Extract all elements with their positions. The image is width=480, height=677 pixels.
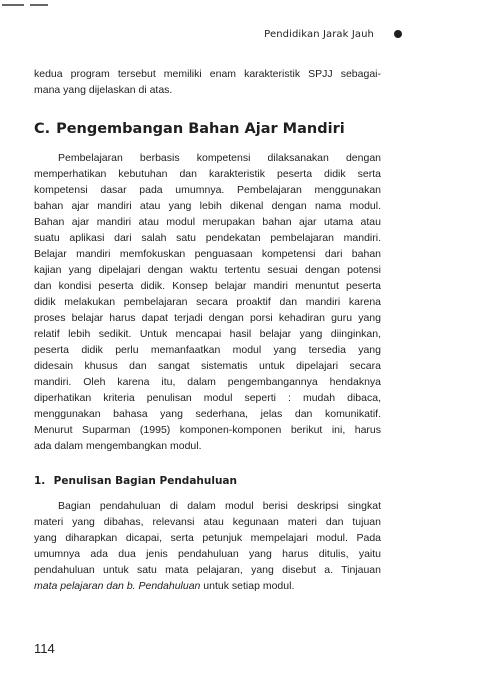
intro-line: kedua program tersebut memiliki enam karakteristik SPJJ sebagai-: [34, 68, 381, 80]
paragraph-line: menggunakan bahasa yang sederhana, jelas dan komunikatif.: [34, 408, 381, 420]
paragraph-line: relatif lebih sedikit. Untuk mencapai hasil belajar yang diinginkan,: [34, 328, 381, 340]
paragraph-line: diperhatikan kriteria penulisan modul seperti : mudah dibaca,: [34, 392, 381, 404]
paragraph-line: Bagian pendahuluan di dalam modul berisi deskripsi singkat: [58, 500, 381, 512]
paragraph-line: pendahuluan untuk satu mata pelajaran, yang disebut a. Tinjauan: [34, 564, 381, 576]
paragraph-line: Menurut Suparman (1995) komponen-komponen berikut ini, harus: [34, 424, 381, 436]
paragraph-line: proses belajar harus dapat terjadi dengan porsi kehadiran guru yang: [34, 312, 381, 324]
section-number: C.: [34, 121, 51, 137]
paragraph-line: didesain khusus dan sangat sistematis untuk dipelajari secara: [34, 360, 381, 372]
paragraph-line: [34, 578, 381, 594]
running-header: Pendidikan Jarak Jauh: [264, 29, 374, 40]
paragraph-line: didik melakukan pembelajaran secara proaktif dan mandiri karena: [34, 296, 381, 308]
paragraph-line: memperhatikan kebutuhan dan karakteristik peserta didik serta: [34, 168, 381, 180]
page-number: 114: [34, 641, 55, 656]
subsection-title: Penulisan Bagian Pendahuluan: [53, 475, 237, 487]
paragraph-line: mandiri. Oleh karena itu, dalam pengembangannya hendaknya: [34, 376, 381, 388]
section-title: Pengembangan Bahan Ajar Mandiri: [56, 121, 345, 137]
section-heading: [34, 120, 381, 138]
bullet-icon: [394, 30, 402, 38]
line-text: untuk setiap modul.: [200, 580, 295, 592]
paragraph-line: Bahan ajar mandiri atau modul merupakan bahan ajar utama atau: [34, 216, 381, 228]
paragraph-line: dan kondisi peserta didik. Konsep belajar mandiri menuntut peserta: [34, 280, 381, 292]
paragraph-line: kompetensi dasar pada umumnya. Pembelajaran menggunakan: [34, 184, 381, 196]
paragraph-line: ada dalam mengembangkan modul.: [34, 440, 202, 452]
italic-term: mata pelajaran dan b. Pendahuluan: [34, 580, 201, 592]
crop-mark: [2, 4, 48, 6]
paragraph-line: materi yang dibahas, relevansi atau kegunaan materi dan tujuan: [34, 516, 381, 528]
subsection-heading: [34, 473, 381, 489]
intro-line: mana yang dijelaskan di atas.: [34, 84, 173, 96]
subsection-number: 1.: [34, 475, 46, 487]
paragraph-line: Pembelajaran berbasis kompetensi dilaksanakan dengan: [58, 152, 381, 164]
paragraph-line: kajian yang dipelajari dengan waktu tertentu sesuai dengan potensi: [34, 264, 381, 276]
paragraph-line: Belajar mandiri memfokuskan penguasaan kompetensi dari bahan: [34, 248, 381, 260]
paragraph-line: yang diharapkan dicapai, serta petunjuk mempelajari modul. Pada: [34, 532, 381, 544]
paragraph-line: umumnya ada dua jenis pendahuluan yang harus ditulis, yaitu: [34, 548, 381, 560]
paragraph-line: bahan ajar mandiri atau yang lebih dikenal dengan nama modul.: [34, 200, 381, 212]
paragraph-line: peserta didik perlu memanfaatkan modul yang tersedia yang: [34, 344, 381, 356]
page-body: [34, 66, 381, 594]
paragraph-line: suatu aplikasi dari salah satu pendekatan pembelajaran mandiri.: [34, 232, 381, 244]
